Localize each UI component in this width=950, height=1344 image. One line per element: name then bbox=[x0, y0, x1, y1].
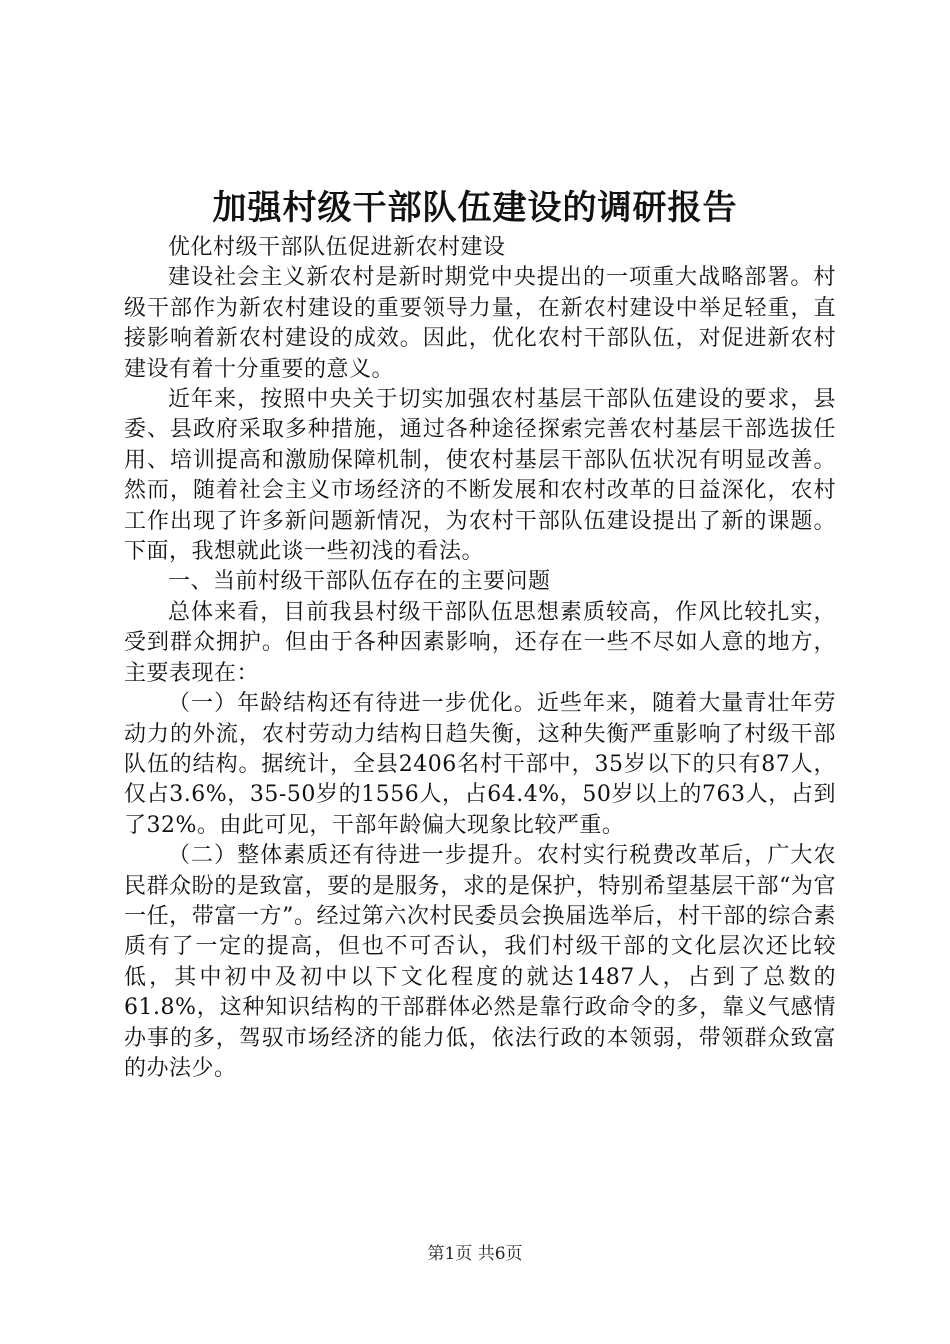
paragraph-overview: 总体来看，目前我县村级干部队伍思想素质较高，作风比较扎实，受到群众拥护。但由于各种因素影响，还存在一些不尽如人意的地方，主要表现在： bbox=[124, 599, 836, 686]
document-subtitle: 优化村级干部队伍促进新农村建设 bbox=[168, 235, 506, 260]
paragraph-age-structure: （一）年龄结构还有待进一步优化。近些年来，随着大量青壮年劳动力的外流，农村劳动力结构日趋失衡，这种失衡严重影响了村级干部队伍的结构。据统计，全县2406名村干部中，35岁以下的只有87人，仅占3.6%，35-50岁的1556人，占64.4%，50岁以上的763人，占到了32%。由此可见，干部年龄偏大现象比较严重。 bbox=[124, 691, 836, 838]
paragraph-intro: 建设社会主义新农村是新时期党中央提出的一项重大战略部署。村级干部作为新农村建设的重要领导力量，在新农村建设中举足轻重，直接影响着新农村建设的成效。因此，优化农村干部队伍，对促进新农村建设有着十分重要的意义。 bbox=[124, 265, 836, 382]
document-body bbox=[124, 233, 836, 1084]
document-title: 加强村级干部队伍建设的调研报告 bbox=[212, 188, 738, 228]
paragraph-background: 近年来，按照中央关于切实加强农村基层干部队伍建设的要求，县委、县政府采取多种措施，通过各种途径探索完善农村基层干部选拔任用、培训提高和激励保障机制，使农村基层干部队伍状况有明显改善。然而，随着社会主义市场经济的不断发展和农村改革的日益深化，农村工作出现了许多新问题新情况，为农村干部队伍建设提出了新的课题。下面，我想就此谈一些初浅的看法。 bbox=[124, 387, 836, 565]
paragraph-overall-quality: （二）整体素质还有待进一步提升。农村实行税费改革后，广大农民群众盼的是致富，要的是服务，求的是保护，特别希望基层干部“为官一任，带富一方”。经过第六次村民委员会换届选举后，村干部的综合素质有了一定的提高，但也不可否认，我们村级干部的文化层次还比较低，其中初中及初中以下文化程度的就达1487人，占到了总数的61.8%，这种知识结构的干部群体必然是靠行政命令的多，靠义气感情办事的多，驾驭市场经济的能力低，依法行政的本领弱，带领群众致富的办法少。 bbox=[124, 843, 836, 1081]
section-heading-problems: 一、当前村级干部队伍存在的主要问题 bbox=[168, 569, 551, 595]
page-number: 第1页 共6页 bbox=[427, 1244, 523, 1264]
